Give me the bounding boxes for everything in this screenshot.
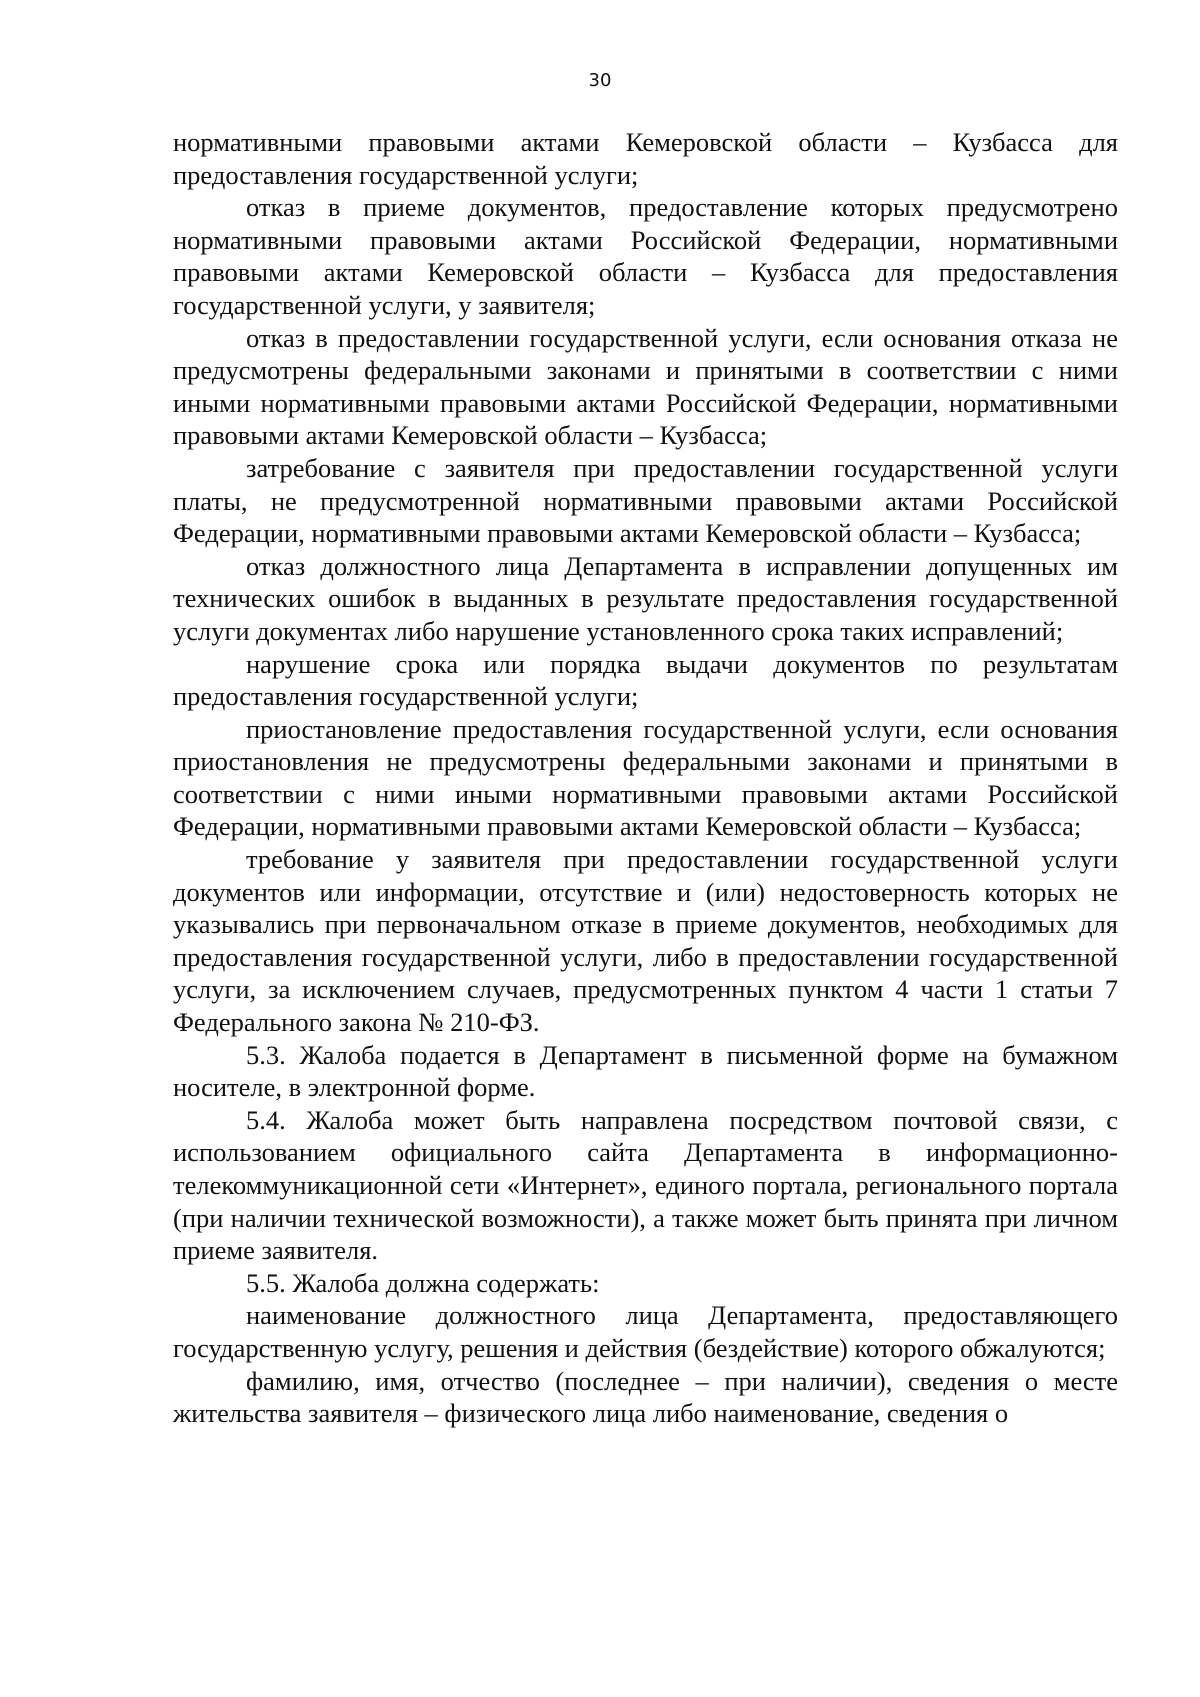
- paragraph-5-5: 5.5. Жалоба должна содержать:: [246, 1267, 600, 1298]
- paragraph-5-4: 5.4. Жалоба может быть направлена посредством почтовой связи, с использованием официального сайта Департамента в информационно-телекоммуникационной сети «Интернет», единого портала, регионального портала (при наличии технической возможности), а также может быть принята при личном приеме заявителя.: [173, 1104, 1118, 1266]
- paragraph-refusal-service: отказ в предоставлении государственной услуги, если основания отказа не предусмотрены федеральными законами и принятыми в соответствии с ними иными нормативными правовыми актами Российской Федерации, нормативными правовыми актами Кемеровской области – Кузбасса;: [173, 322, 1118, 451]
- paragraph-fee-demand: затребование с заявителя при предоставлении государственной услуги платы, не предусмотренной нормативными правовыми актами Российской Федерации, нормативными правовыми актами Кемеровской области – Кузбасса;: [173, 452, 1118, 549]
- paragraph-correction-refusal: отказ должностного лица Департамента в исправлении допущенных им технических ошибок в выданных в результате предоставления государственной услуги документах либо нарушение установленного срока таких исправлений;: [173, 550, 1118, 646]
- paragraph-applicant-details: фамилию, имя, отчество (последнее – при наличии), сведения о месте жительства заявителя – физического лица либо наименование, сведения о: [173, 1365, 1118, 1429]
- document-body: [173, 126, 1118, 1430]
- paragraph-delivery-violation: нарушение срока или порядка выдачи документов по результатам предоставления государственной услуги;: [173, 648, 1118, 712]
- paragraph-5-3: 5.3. Жалоба подается в Департамент в письменной форме на бумажном носителе, в электронной форме.: [173, 1039, 1118, 1103]
- paragraph-continuation: нормативными правовыми актами Кемеровской области – Кузбасса для предоставления государственной услуги;: [173, 127, 1118, 190]
- paragraph-official-name: наименование должностного лица Департамента, предоставляющего государственную услугу, решения и действия (бездействие) которого обжалуются;: [173, 1300, 1118, 1363]
- paragraph-refusal-documents: отказ в приеме документов, предоставление которых предусмотрено нормативными правовыми актами Российской Федерации, нормативными правовыми актами Кемеровской области – Кузбасса для предоставления государственной услуги, у заявителя;: [173, 192, 1118, 320]
- paragraph-document-requirement: требование у заявителя при предоставлении государственной услуги документов или информации, отсутствие и (или) недостоверность которых не указывались при первоначальном отказе в приеме документов, необходимых для предоставления государственной услуги, либо в предоставлении государственной услуги, за исключением случаев, предусмотренных пунктом 4 части 1 статьи 7 Федерального закона № 210-ФЗ.: [173, 844, 1118, 1038]
- paragraph-suspension: приостановление предоставления государственной услуги, если основания приостановления не предусмотрены федеральными законами и принятыми в соответствии с ними иными нормативными правовыми актами Российской Федерации, нормативными правовыми актами Кемеровской области – Кузбасса;: [173, 713, 1118, 842]
- page-number: 30: [588, 70, 612, 91]
